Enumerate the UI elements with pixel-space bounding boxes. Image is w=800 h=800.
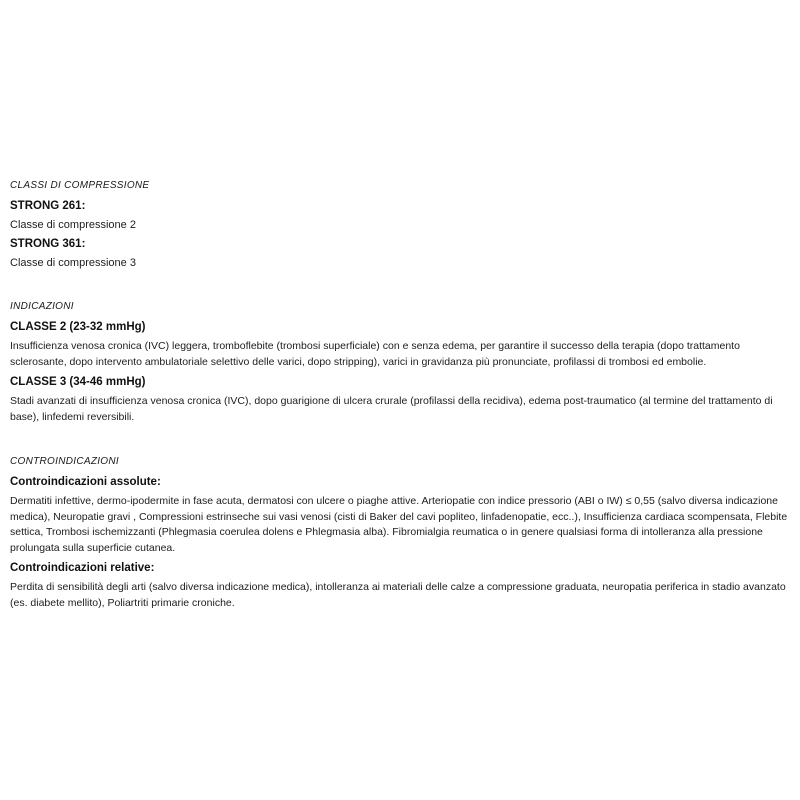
paragraph: Stadi avanzati di insufficienza venosa cronica (IVC), dopo guarigione di ulcera crurale (profilassi della recidiva), edema post-traumatico (al termine del trattamento di base), linfedemi reversibili.	[10, 395, 773, 423]
section-indicazioni	[10, 300, 798, 425]
bold-label: CLASSE 3 (34-46 mmHg)	[10, 376, 146, 388]
bold-label: STRONG 261:	[10, 200, 86, 212]
section-classi-di-compressione	[10, 179, 798, 270]
section-controindicazioni	[10, 455, 798, 611]
section-heading-indicazioni: INDICAZIONI	[10, 301, 74, 312]
section-heading-classi-di-compressione: CLASSI DI COMPRESSIONE	[10, 180, 150, 191]
section-heading-controindicazioni: CONTROINDICAZIONI	[10, 456, 119, 467]
text-line: Classe di compressione 2	[10, 219, 136, 231]
paragraph: Dermatiti infettive, dermo-ipodermite in fase acuta, dermatosi con ulcere o piaghe attive. Arteriopatie con indice pressorio (ABI o IW) ≤ 0,55 (salvo diversa indicazione medica), Neuropatie gravi , Compressioni estrinseche sui vasi venosi (cisti di Baker del cavi popliteo, linfadenopatie, ecc..), Insufficienza cardiaca scompensata, Flebite settica, Trombosi ischemizzanti (Phlegmasia coerulea dolens e Phlegmasia alba). Fibromialgia reumatica o in genere qualsiasi forma di intolleranza alla pressione prolungata sulla superficie cutanea.	[10, 495, 788, 554]
bold-label: CLASSE 2 (23-32 mmHg)	[10, 321, 146, 333]
text-line: Classe di compressione 3	[10, 257, 136, 269]
document-body	[10, 179, 798, 611]
paragraph: Perdita di sensibilità degli arti (salvo diversa indicazione medica), intolleranza ai materiali delle calze a compressione graduata, neuropatia periferica in stadio avanzato (es. diabete mellito), Poliartriti primarie croniche.	[10, 581, 786, 609]
bold-label: Controindicazioni assolute:	[10, 476, 161, 488]
bold-label: STRONG 361:	[10, 238, 86, 250]
bold-label: Controindicazioni relative:	[10, 562, 155, 574]
paragraph: Insufficienza venosa cronica (IVC) leggera, tromboflebite (trombosi superficiale) con e senza edema, per garantire il successo della terapia (dopo trattamento sclerosante, dopo intervento ambulatoriale selettivo delle varici, dopo stripping), varici in gravidanza più pronunciate, profilassi di trombosi ed embolie.	[10, 340, 740, 368]
